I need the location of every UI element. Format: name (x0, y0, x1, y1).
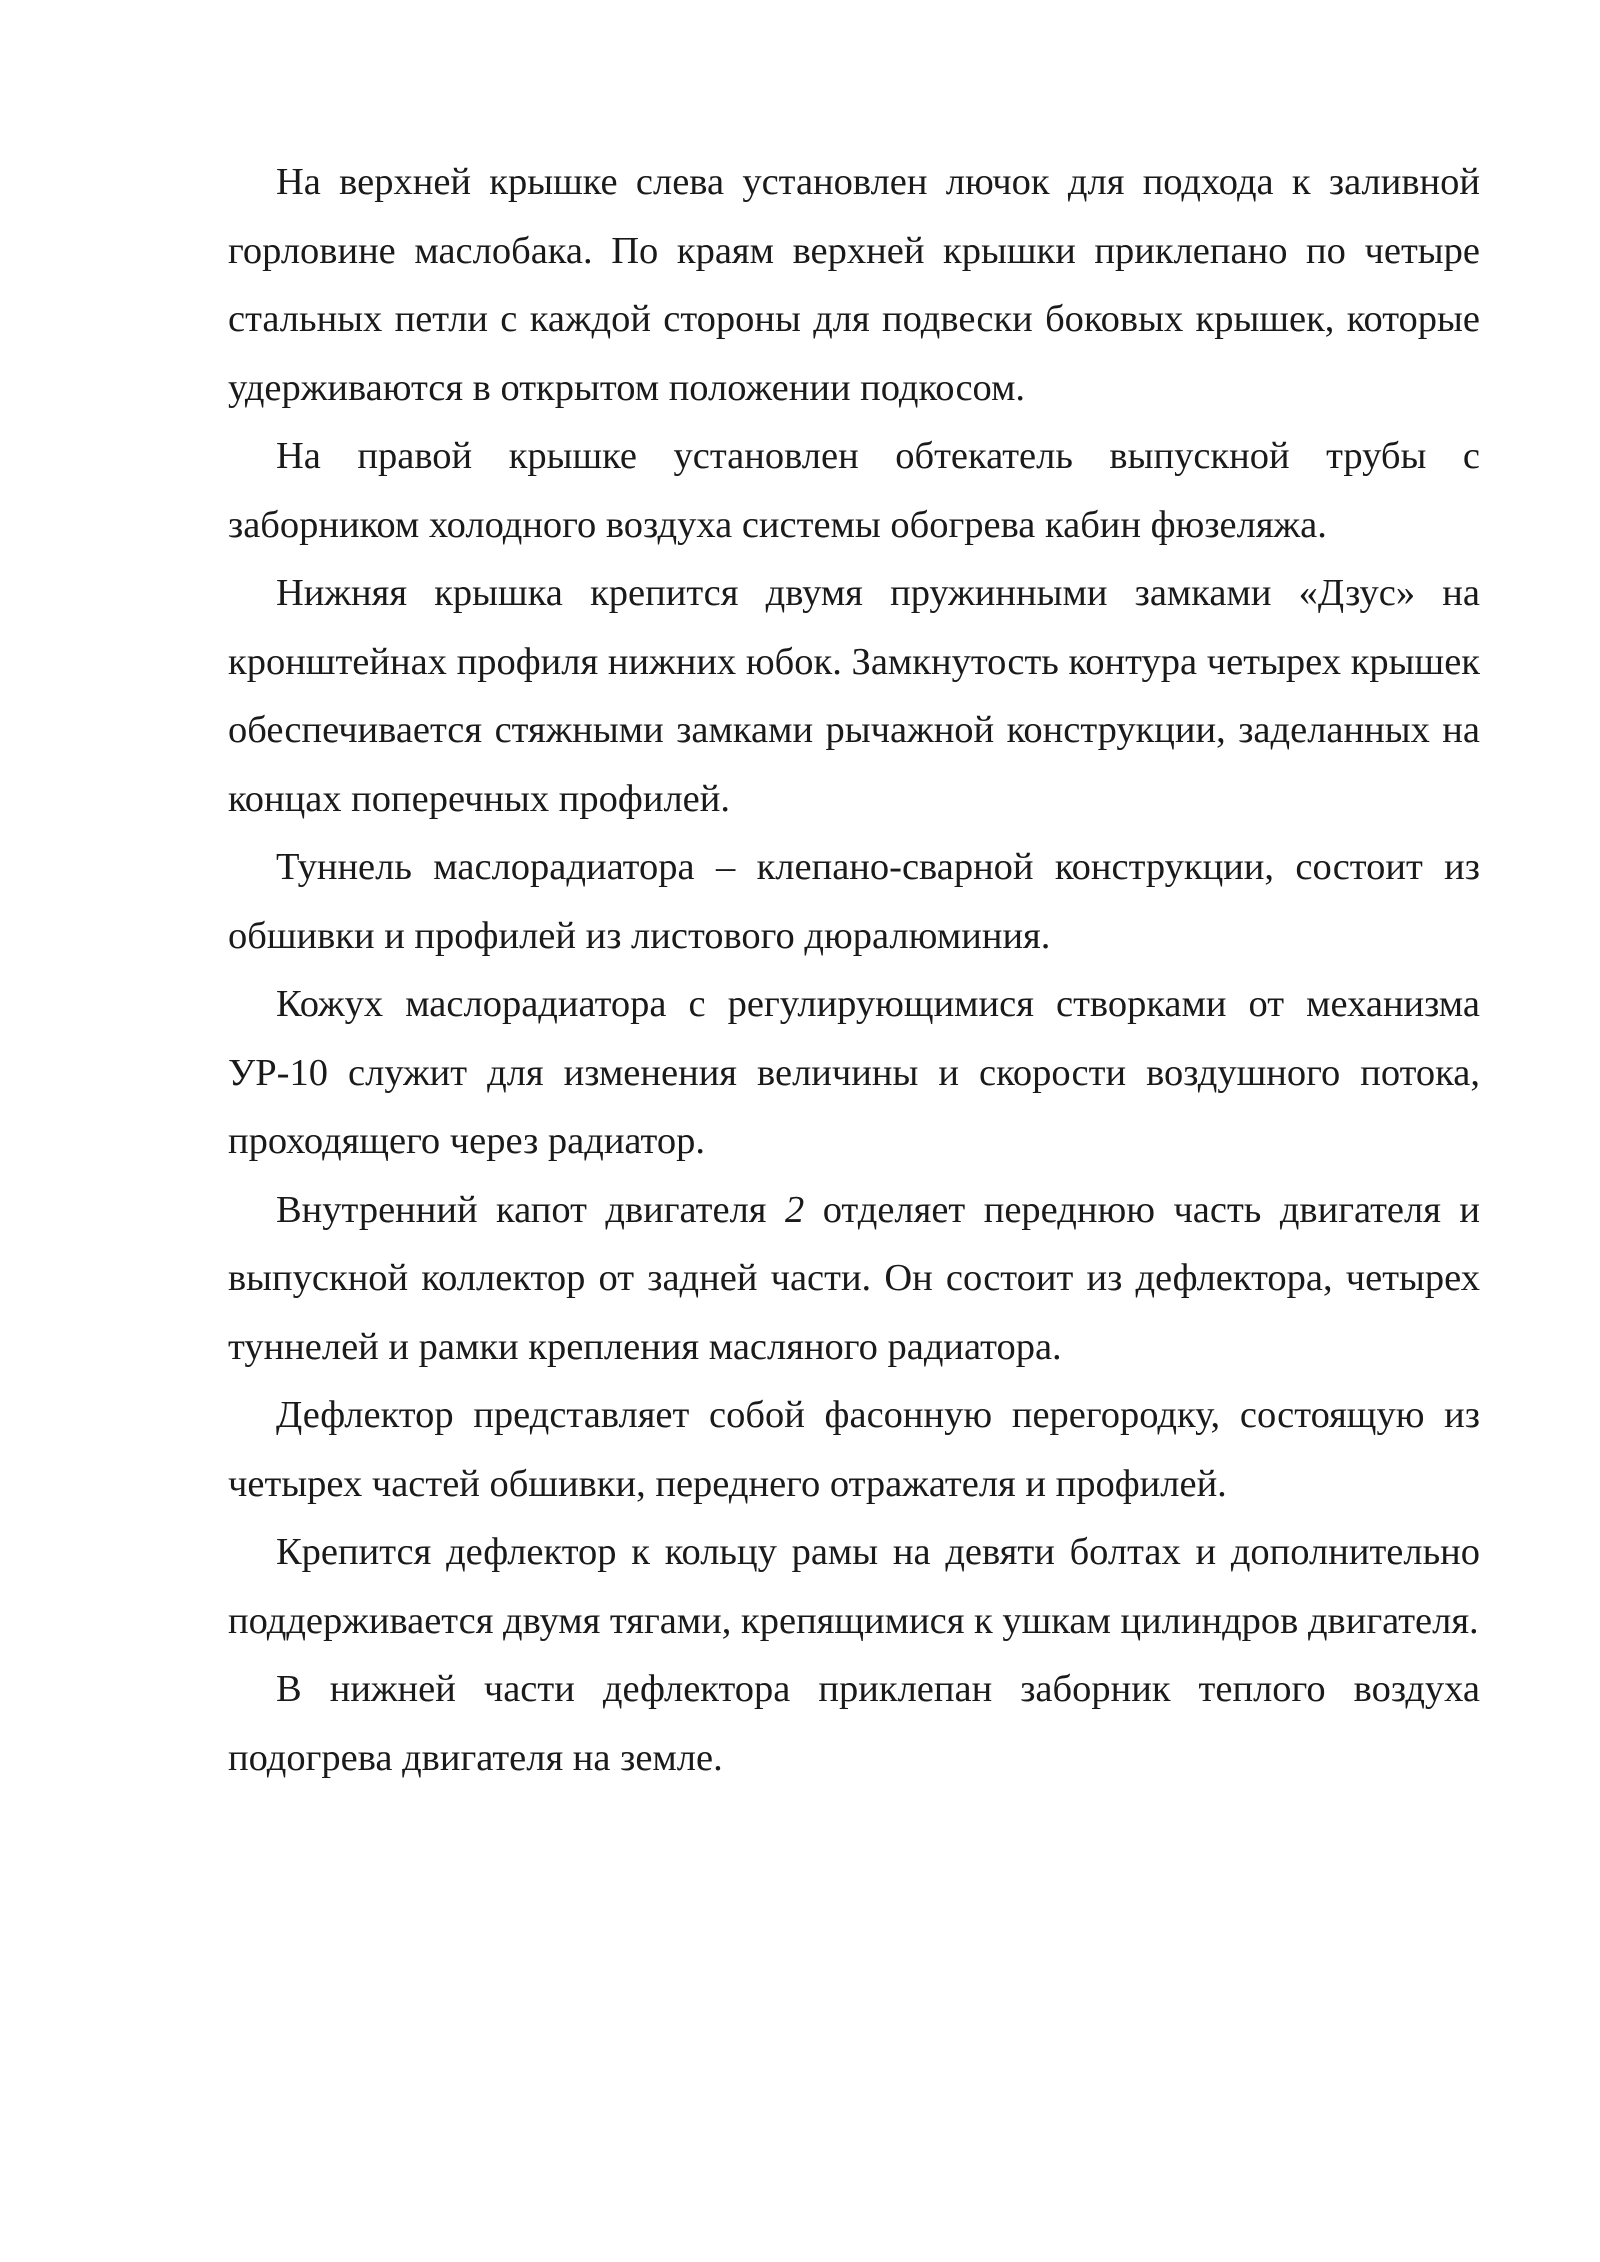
inner-cowl-reference-number: 2 (784, 1188, 805, 1231)
paragraph-oil-radiator-housing: Кожух маслорадиатора с регулирующимися створками от механизма УР-10 служит для изменения величины и скорости воздушного потока, проходящего через радиатор. (228, 983, 1480, 1162)
paragraph-top-cover: На верхней крышке слева установлен лючок для подхода к заливной горловине маслобака. По краям верхней крышки приклепано по четыре стальных петли с каждой стороны для подвески боковых крышек, которые удерживаются в открытом положении подкосом. (228, 161, 1480, 409)
inner-cowl-text-before: Внутренний капот двигателя (276, 1188, 785, 1231)
paragraph-oil-radiator-tunnel: Туннель маслорадиатора – клепано-сварной конструкции, состоит из обшивки и профилей из листового дюралюминия. (228, 846, 1480, 957)
paragraph-deflector: Дефлектор представляет собой фасонную перегородку, состоящую из четырех частей обшивки, переднего отражателя и профилей. (228, 1394, 1480, 1505)
paragraph-inner-engine-cowl (228, 1176, 1480, 1382)
inner-cowl-text-after: отделяет переднюю часть двигателя и выпускной коллектор от задней части. Он состоит из дефлектора, четырех туннелей и рамки крепления масляного радиатора. (228, 1188, 1481, 1368)
document-page (228, 148, 1480, 1792)
paragraph-right-cover: На правой крышке установлен обтекатель выпускной трубы с заборником холодного воздуха системы обогрева кабин фюзеляжа. (228, 435, 1480, 546)
paragraph-warm-air-intake: В нижней части дефлектора приклепан заборник теплого воздуха подогрева двигателя на земле. (228, 1668, 1480, 1779)
paragraph-bottom-cover: Нижняя крышка крепится двумя пружинными замками «Дзус» на кронштейнах профиля нижних юбок. Замкнутость контура четырех крышек обеспечивается стяжными замками рычажной конструкции, заделанных на концах поперечных профилей. (228, 572, 1480, 820)
paragraph-deflector-mounting: Крепится дефлектор к кольцу рамы на девяти болтах и дополнительно поддерживается двумя тягами, крепящимися к ушкам цилиндров двигателя. (228, 1531, 1480, 1642)
